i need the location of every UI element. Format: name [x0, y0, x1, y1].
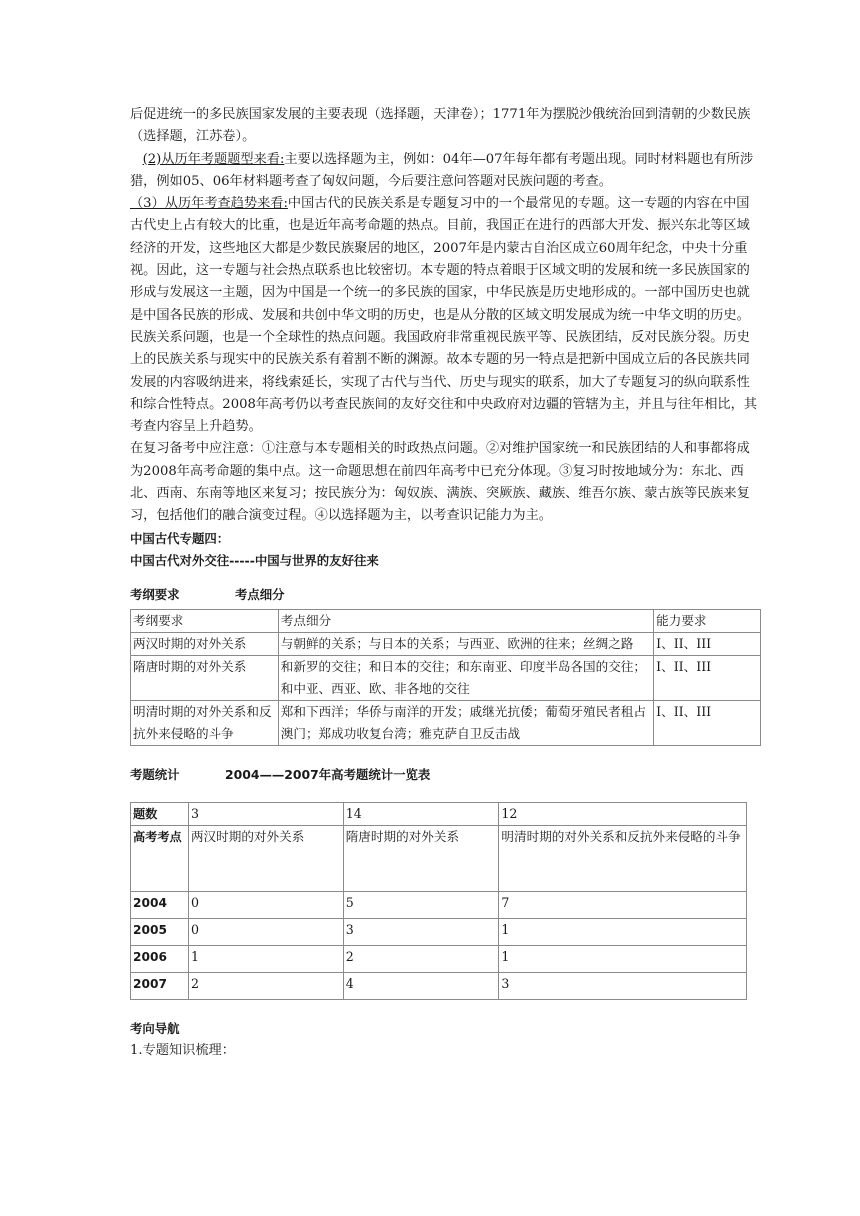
text-question-types: 主要以选择题为主，例如：04年—07年每年都有考题出现。同时材料题也有所涉猎，例如05、06年材料题考查了匈奴问题，今后要注意问答题对民族问题的考查。: [130, 151, 754, 189]
table-cell: 和新罗的交往；和日本的交往；和东南亚、印度半岛各国的交往；和中亚、西亚、欧、非各地的交往: [278, 655, 653, 700]
table-cell: 0: [188, 918, 343, 945]
header-cell: 考点细分: [278, 609, 653, 632]
table-cell: 1: [499, 945, 747, 972]
table-cell: 2: [343, 945, 499, 972]
table-row-topics: [131, 825, 747, 891]
table-cell: 3: [188, 802, 343, 825]
stats-section-heading: [130, 764, 760, 786]
table-header-row: [131, 609, 761, 632]
year-cell: 2006: [131, 945, 189, 972]
table-cell: 郑和下西洋；华侨与南洋的开发；戚继光抗倭；葡萄牙殖民者租占澳门；郑成功收复台湾；雅克萨自卫反击战: [278, 700, 653, 745]
outline-label-points: 考点细分: [235, 587, 285, 603]
header-cell: 能力要求: [654, 609, 761, 632]
table-cell: 0: [188, 891, 343, 918]
table-cell: 与朝鲜的关系；与日本的关系；与西亚、欧洲的往来；丝绸之路: [278, 632, 653, 655]
label-exam-trend: （3）从历年考查趋势来看:: [130, 196, 288, 212]
outline-label-requirements: 考纲要求: [130, 587, 180, 603]
table-cell: I、II、III: [654, 700, 761, 745]
table-cell: 两汉时期的对外关系: [131, 632, 279, 655]
stats-label: 考题统计: [130, 766, 180, 782]
table-cell: 5: [343, 891, 499, 918]
table-row: [131, 632, 761, 655]
table-cell: 1: [188, 945, 343, 972]
table-row: [131, 655, 761, 700]
stats-table: [130, 802, 747, 1000]
table-cell: 明清时期的对外关系和反抗外来侵略的斗争: [499, 825, 747, 891]
table-row: [131, 945, 747, 972]
year-cell: 2005: [131, 918, 189, 945]
outline-table: [130, 609, 761, 746]
paragraph-exam-trend: [130, 193, 760, 438]
guide-item-1: 1.专题知识梳理：: [130, 1043, 235, 1059]
year-cell: 2007: [131, 972, 189, 999]
stats-table-title: 2004——2007年高考题统计一览表: [225, 766, 431, 782]
document-page: [130, 104, 760, 1062]
table-row: [131, 891, 747, 918]
table-cell: 隋唐时期的对外关系: [343, 825, 499, 891]
table-cell: 2: [188, 972, 343, 999]
table-cell: 12: [499, 802, 747, 825]
topic-heading: 中国古代专题四：: [130, 530, 230, 546]
table-cell: I、II、III: [654, 655, 761, 700]
outline-section-heading: [130, 584, 760, 606]
year-cell: 2004: [131, 891, 189, 918]
table-cell: 3: [343, 918, 499, 945]
table-cell: 14: [343, 802, 499, 825]
label-question-types: (2)从历年考题题型来看:: [142, 151, 285, 167]
table-row: [131, 700, 761, 745]
text-exam-trend: 中国古代的民族关系是专题复习中的一个最常见的专题。这一专题的内容在中国古代史上占有较大的比重，也是近年高考命题的热点。目前，我国正在进行的西部大开发、振兴东北等区域经济的开发，这些地区大都是少数民族聚居的地区，2007年是内蒙古自治区成立60周年纪念，中央十分重视。因此，这一专题与社会热点联系也比较密切。本专题的特点着眼于区域文明的发展和统一多民族国家的形成与发展这一主题，因为中国是一个统一的多民族的国家，中华民族是历史地形成的。一部中国历史也就是中国各民族的形成、发展和共创中华文明的历史，也是从分散的区域文明发展成为统一中华文明的历史。民族关系问题，也是一个全球性的热点问题。我国政府非常重视民族平等、民族团结，反对民族分裂。历史上的民族关系与现实中的民族关系有着割不断的渊源。故本专题的另一特点是把新中国成立后的各民族共同发展的内容吸纳进来，将线索延长，实现了古代与当代、历史与现实的联系，加大了专题复习的纵向联系性和综合性特点。2008年高考仍以考查民族间的友好交往和中央政府对边疆的管辖为主，并且与往年相比，其考查内容呈上升趋势。: [130, 196, 757, 435]
paragraph-review-notes: 在复习备考中应注意：①注意与本专题相关的时政热点问题。②对维护国家统一和民族团结的人和事都将成为2008年高考命题的集中点。这一命题思想在前四年高考中已充分体现。③复习时按地域分为：东北、西北、西南、东南等地区来复习；按民族分为：匈奴族、满族、突厥族、藏族、维吾尔族、蒙古族等民族来复习，包括他们的融合演变过程。④以选择题为主，以考查识记能力为主。: [130, 441, 750, 524]
table-cell: 3: [499, 972, 747, 999]
row-header-cell: 题数: [131, 802, 189, 825]
header-cell: 考纲要求: [131, 609, 279, 632]
table-cell: 1: [499, 918, 747, 945]
paragraph-intro-1: 后促进统一的多民族国家发展的主要表现（选择题，天津卷）；1771年为摆脱沙俄统治回到清朝的少数民族（选择题，江苏卷）。: [130, 107, 751, 145]
table-cell: I、II、III: [654, 632, 761, 655]
row-header-cell: 高考考点: [131, 825, 189, 891]
table-row-count: [131, 802, 747, 825]
table-row: [131, 972, 747, 999]
paragraph-question-types: [130, 149, 760, 194]
table-cell: 隋唐时期的对外关系: [131, 655, 279, 700]
guide-heading: 考向导航: [130, 1020, 180, 1036]
table-row: [131, 918, 747, 945]
table-cell: 两汉时期的对外关系: [188, 825, 343, 891]
topic-subheading: 中国古代对外交往-----中国与世界的友好往来: [130, 552, 379, 568]
table-cell: 4: [343, 972, 499, 999]
table-cell: 7: [499, 891, 747, 918]
table-cell: 明清时期的对外关系和反抗外来侵略的斗争: [131, 700, 279, 745]
